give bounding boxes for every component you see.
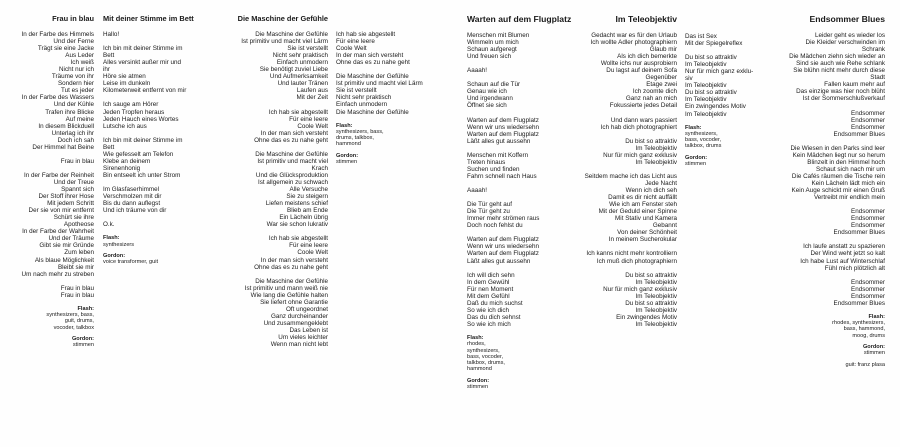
credit-label-flash: Flash: xyxy=(103,235,120,242)
lyric-line: Endsommer Blues xyxy=(833,299,885,307)
lyric-line: Spannt sich xyxy=(61,186,94,194)
lyric-line: Unterlag ich ihr xyxy=(51,129,94,137)
credit-label-flash: Flash: xyxy=(336,122,353,129)
credit-gordon: stimmen xyxy=(863,350,885,357)
lyric-line: Das du dich sehnst xyxy=(467,313,521,321)
lyric-line: Kein Lächeln lädt mich ein xyxy=(811,179,885,187)
lyric-line: Wenn man nicht lebt xyxy=(270,341,328,349)
lyric-line: Aus Leder xyxy=(65,52,94,60)
lyric-line: Hallo! xyxy=(103,31,120,38)
lyrics xyxy=(336,31,446,116)
lyric-line: Ist primitiv und macht viel Lärm xyxy=(241,38,328,46)
lyric-line: Die Cafés räumen die Tische rein xyxy=(791,172,885,180)
lyric-line: Sie ist verstellt xyxy=(287,45,328,53)
lyric-line: Nur für mich ganz exklusiv xyxy=(603,285,677,293)
lyric-line: Endsommer Blues xyxy=(833,130,885,138)
lyric-line: Endsommer xyxy=(851,285,885,293)
lyric-line: Nicht sehr praktisch xyxy=(272,52,328,60)
lyric-line: Im Teleobjektiv xyxy=(685,110,727,118)
lyric-line: Für eine leere xyxy=(336,38,375,46)
lyric-line: Aaaah! xyxy=(467,187,487,195)
lyric-line: Coole Welt xyxy=(297,122,328,130)
lyric-line: Und der Kühle xyxy=(53,101,94,109)
lyric-line: Einfach unmodern xyxy=(336,101,388,109)
lyric-line: Und der Träume xyxy=(48,235,94,243)
lyric-line: Vertreibt mir endlich mein xyxy=(813,194,885,202)
lyric-line: Und ich träume von dir xyxy=(103,207,167,215)
lyric-line: Ich hab sie abgestellt xyxy=(336,31,396,38)
lyric-line: Und dann wars passiert xyxy=(610,116,677,124)
credit-flash: synthesizers xyxy=(103,241,135,248)
credits xyxy=(336,123,446,166)
stanza-gap xyxy=(560,110,677,117)
lyric-line: Als blaue Möglichkeit xyxy=(34,256,94,264)
lyric-line: Ich bin mit deiner Stimme im xyxy=(103,136,183,144)
stanza-gap xyxy=(560,131,677,138)
lyric-line: Jede Nacht xyxy=(645,179,677,187)
stanza-gap xyxy=(560,243,677,250)
song-endsommer-blues xyxy=(760,14,885,368)
lyric-line: Damit es dir nicht auffällt xyxy=(608,194,677,202)
lyric-line: Ist allgemein zu schwach xyxy=(258,178,328,186)
lyric-line: Im Teleobjektiv xyxy=(635,306,677,314)
lyric-line: Im Teleobjektiv xyxy=(635,320,677,328)
lyric-line: Fallen kaum mehr auf xyxy=(824,81,885,89)
lyric-line: Ich kanns nicht mehr kontrolliern xyxy=(586,250,677,258)
lyric-line: Endsommer xyxy=(851,208,885,216)
lyric-line: Immer mehr strömen raus xyxy=(467,215,540,223)
lyric-line: Mit der Spiegelreflex xyxy=(685,40,743,48)
lyric-line: Warten auf dem Flugplatz xyxy=(467,236,539,244)
stanza-gap xyxy=(228,101,328,108)
lyric-line: Die Tür geht zu xyxy=(467,208,510,216)
lyric-line: In der man sich versteht xyxy=(260,129,328,137)
lyric-line: Fühl mich plötzlich alt xyxy=(824,264,885,272)
stanza-gap xyxy=(760,102,885,109)
lyric-line: Die Maschine der Gefühle xyxy=(336,73,409,81)
lyric-line: Suchen und finden xyxy=(467,165,520,173)
lyric-line: Warten auf dem Flugplatz xyxy=(467,130,539,138)
stanza-gap xyxy=(228,144,328,151)
credits xyxy=(467,335,587,390)
lyric-line: Doch noch fehlst du xyxy=(467,222,523,230)
stanza-gap xyxy=(760,138,885,145)
lyric-line: Trägt sie eine Jacke xyxy=(37,45,94,53)
lyric-line: Sondern hier xyxy=(57,80,94,88)
lyric-line: Du bist so attraktiv xyxy=(625,299,677,307)
lyric-line: ihr xyxy=(103,66,110,74)
stanza-gap xyxy=(103,94,223,101)
stanza-gap xyxy=(14,151,94,158)
stanza-gap xyxy=(103,179,223,186)
lyric-line: Mit Stativ und Kamera xyxy=(615,215,677,223)
lyric-line: Der sie von mir entfernt xyxy=(28,207,94,215)
lyric-line: Läßt alles gut aussehn xyxy=(467,137,531,145)
song-title: Mit deiner Stimme im Bett xyxy=(103,14,194,23)
lyric-line: Im Teleobjektiv xyxy=(685,96,727,104)
lyric-line: Du bist so attraktiv xyxy=(625,137,677,145)
lyric-line: Mit dem Gefühl xyxy=(467,292,510,300)
credit-flash: synthesizers, bass, drums, talkbox, hammond xyxy=(336,128,384,148)
lyric-line: Sind sie auch wie Rehe schlank xyxy=(796,60,885,68)
lyric-line: Fahrn schnell nach Haus xyxy=(467,172,537,180)
credit-label-flash: Flash: xyxy=(467,334,484,341)
lyric-line: Daß du mich suchst xyxy=(467,299,523,307)
lyric-line: Leise im dunkeln xyxy=(103,80,151,88)
lyric-line: Stadt xyxy=(870,74,885,82)
credits xyxy=(760,314,885,368)
stanza-gap xyxy=(14,165,94,172)
lyrics xyxy=(760,32,885,307)
lyric-line: Träume von ihr xyxy=(51,73,94,81)
lyric-line: So wie ich mich xyxy=(467,320,511,328)
lyric-line: Zum leben xyxy=(64,249,94,257)
lyric-line: Liefen meistens schief xyxy=(265,200,328,208)
lyric-line: Im Teleobjektiv xyxy=(635,144,677,152)
lyric-line: Endsommer xyxy=(851,116,885,124)
lyric-line: Die Mädchen ziehn sich wieder an xyxy=(789,53,885,61)
lyric-line: Sie liefert ohne Garantie xyxy=(260,298,328,306)
lyric-line: Frau in blau xyxy=(60,157,94,165)
lyric-line: Wenn wir uns wiedersehn xyxy=(467,123,539,131)
lyric-line: Die Maschine der Gefühle xyxy=(255,31,328,38)
lyric-line: Ist primitiv und macht viel xyxy=(257,157,328,165)
lyric-line: Alles versinkt außer mir und xyxy=(103,59,182,67)
lyric-line: Ohne das es zu nahe geht xyxy=(254,263,328,271)
credits xyxy=(103,235,223,265)
lyric-line: Sie ist verstellt xyxy=(336,87,377,95)
lyric-line: Seitdem mache ich das Licht aus xyxy=(584,172,677,180)
stanza-gap xyxy=(760,236,885,243)
lyric-line: Bis du dann auflegst xyxy=(103,200,161,208)
lyric-line: Fokussierte jedes Detail xyxy=(609,102,677,110)
lyric-line: Ich hab sie abgestellt xyxy=(268,235,328,243)
lyrics xyxy=(228,31,328,348)
lyric-line: Krach xyxy=(311,164,328,172)
lyric-line: Gedacht war es für den Urlaub xyxy=(591,32,677,39)
lyric-line: Auf meine xyxy=(65,115,94,123)
lyric-line: In der Farbe des Himmels xyxy=(21,31,94,38)
lyric-line: Für eine leere xyxy=(289,242,328,250)
lyric-line: Ich habe Lust auf Winterschlaf xyxy=(800,257,885,265)
lyric-line: Ist primitiv und macht viel Lärm xyxy=(336,80,423,88)
lyric-line: Einfach unmodern xyxy=(276,59,328,67)
song-im-teleobjektiv xyxy=(560,14,677,328)
lyric-line: Im Teleobjektiv xyxy=(685,82,727,90)
credit-flash: synthesizers, bass, guit, drums, vocoder, talkbox xyxy=(46,312,94,331)
lyric-line: Verschmolzen mit dir xyxy=(103,193,162,201)
lyric-line: Für nen Moment xyxy=(467,285,514,293)
lyric-line: So wie ich dich xyxy=(467,306,509,314)
lyric-line: Wollte ichs nur ausprobiern xyxy=(600,60,677,68)
lyric-line: Kein Mädchen liegt nur so herum xyxy=(792,151,885,159)
lyric-line: Endsommer Blues xyxy=(833,229,885,237)
credit-label-gordon: Gordon: xyxy=(336,152,359,159)
credit-flash: synthesizers, bass, vocoder, talkbox, drums xyxy=(685,130,722,150)
credit-gordon: stimmen xyxy=(685,161,707,168)
lyric-line: Der Wind weht jetzt so kalt xyxy=(810,250,885,258)
song-maschine-continued xyxy=(336,31,446,165)
lyric-line: Um nach mehr zu streben xyxy=(21,270,94,278)
lyric-line: Der Stoff ihrer Hose xyxy=(38,193,94,201)
lyric-line: Nur für mich ganz exklu- xyxy=(685,68,754,76)
lyric-line: Im Glasfaserhimmel xyxy=(103,186,159,194)
stanza-gap xyxy=(103,214,223,221)
lyric-line: Um vieles leichter xyxy=(278,334,328,342)
lyric-line: Doch ich sah xyxy=(57,136,94,144)
lyric-line: Und zusammengeklebt xyxy=(263,319,328,327)
lyric-line: Du bist so attraktiv xyxy=(685,54,737,62)
lyric-line: Ich weiß xyxy=(70,59,94,67)
lyric-line: Frau in blau xyxy=(60,291,94,299)
lyric-line: Endsommer xyxy=(851,109,885,117)
lyric-line: Ich hab sie abgestellt xyxy=(268,108,328,116)
stanza-gap xyxy=(228,271,328,278)
lyric-line: Leider geht es wieder los xyxy=(814,32,885,39)
song-maschine-der-gefuehle xyxy=(228,14,328,348)
lyrics xyxy=(14,31,94,299)
lyric-line: Die Wiesen in den Parks sind leer xyxy=(790,144,885,152)
credit-label-flash: Flash: xyxy=(868,313,885,320)
lyric-line: In diesem Blickduell xyxy=(38,122,94,130)
lyric-line: Blieb am Ende xyxy=(287,207,328,215)
lyric-line: Das Leben ist xyxy=(289,326,328,334)
lyric-line: Nicht sehr praktisch xyxy=(336,94,392,102)
credit-flash: rhodes, synthesizers, bass, hammond, moog, drums xyxy=(832,320,885,339)
song-title: Im Teleobjektiv xyxy=(615,14,677,24)
lyric-line: Du bist so attraktiv xyxy=(685,89,737,97)
lyric-line: Gibt sie mir Gründe xyxy=(39,242,94,250)
lyric-line: Ohne das es zu nahe geht xyxy=(254,136,328,144)
lyric-line: Wie lang die Gefühle halten xyxy=(250,291,328,299)
lyric-line: Und der Ferne xyxy=(53,38,94,46)
song-title: Warten auf dem Flugplatz xyxy=(467,14,572,24)
song-frau-in-blau xyxy=(14,14,94,349)
lyric-line: Sirenenhonig xyxy=(103,164,141,172)
lyric-line: Warten auf dem Flugplatz xyxy=(467,116,539,124)
lyric-line: Ein zwingendes Motiv xyxy=(616,313,677,321)
credit-gordon: stimmen xyxy=(72,342,94,349)
credit-flash: rhodes, synthesizers, bass, vocoder, talkbox, drums, hammond xyxy=(467,341,505,373)
lyric-line: Du bist so attraktiv xyxy=(625,271,677,279)
lyric-line: Coole Welt xyxy=(297,249,328,257)
lyric-line: Sie benötigt zuviel Liebe xyxy=(259,66,328,74)
credits xyxy=(14,306,94,349)
lyric-line: Jeden Tropfen heraus xyxy=(103,108,165,116)
lyric-line: Blinzelt in den Himmel hoch xyxy=(807,158,885,166)
lyric-line: Die Maschine der Gefühle xyxy=(255,150,328,158)
lyric-line: Ich hab dich photographiert xyxy=(600,123,677,131)
lyric-line: Ich laufe anstatt zu spazieren xyxy=(803,243,885,251)
lyric-line: Wie ich am Fenster steh xyxy=(609,201,677,209)
lyric-line: Warten auf dem Flugplatz xyxy=(467,250,539,258)
lyric-line: In der Farbe der Reinheit xyxy=(23,171,94,179)
lyric-line: Frau in blau xyxy=(60,284,94,292)
lyric-line: Öffnet sie sich xyxy=(467,102,507,110)
lyric-line: Wenn wir uns wiedersehn xyxy=(467,243,539,251)
credit-label-flash: Flash: xyxy=(685,124,702,131)
lyric-line: Als ich dich bemerkte xyxy=(617,53,677,61)
lyric-line: Kein Auge schickt mir einen Gruß xyxy=(791,187,885,195)
lyric-line: War sie schon lukrativ xyxy=(266,221,328,229)
lyric-line: Schrank xyxy=(861,46,885,54)
lyric-line: Der Himmel hat Beine xyxy=(32,143,94,151)
lyric-line: Höre sie atmen xyxy=(103,73,146,81)
lyric-line: Mit der Zeit xyxy=(296,94,328,102)
credit-label-gordon: Gordon: xyxy=(103,252,126,259)
stanza-gap xyxy=(14,278,94,285)
credit-gordon: stimmen xyxy=(336,159,358,166)
credit-label-gordon: Gordon: xyxy=(71,335,94,342)
lyric-line: Nur für mich ganz exklusiv xyxy=(603,151,677,159)
lyric-line: In der man sich versteht xyxy=(260,256,328,264)
stanza-gap xyxy=(103,38,223,45)
lyric-line: Wie gefesselt am Telefon xyxy=(103,150,174,158)
lyric-line: Bett xyxy=(103,143,115,151)
lyric-line: Klebe an deinem xyxy=(103,157,151,165)
lyric-line: Du lagst auf deinem Sofa xyxy=(606,67,677,75)
lyric-line: Coole Welt xyxy=(336,45,367,53)
song-title: Frau in blau xyxy=(52,14,94,23)
lyric-line: Schürt sie ihre xyxy=(53,214,94,222)
lyric-line: Trafen ihre Blicke xyxy=(45,108,94,116)
lyric-line: Menschen mit Blumen xyxy=(467,32,530,39)
lyric-line: Das ist Sex xyxy=(685,33,717,40)
credit-label-flash: Flash: xyxy=(77,305,94,312)
lyric-line: Alle Versuche xyxy=(289,186,328,194)
lyric-line: Apotheose xyxy=(63,221,94,229)
lyric-line: Ich sauge am Hörer xyxy=(103,101,159,109)
lyric-line: Im Teleobjektiv xyxy=(635,278,677,286)
lyric-line: Endsommer xyxy=(851,215,885,223)
lyric-line: Und lauter Tränen xyxy=(277,80,328,88)
lyric-line: Jeden Hauch eines Wortes xyxy=(103,115,179,123)
lyric-line: Ein Lächeln übrig xyxy=(279,214,328,222)
lyric-line: Und irgendwann xyxy=(467,95,513,103)
lyric-line: Die Tür geht auf xyxy=(467,201,513,209)
stanza-gap xyxy=(760,272,885,279)
lyric-line: Wenn ich dich seh xyxy=(625,187,677,195)
lyric-line: Die Maschine der Gefühle xyxy=(336,108,409,116)
lyric-line: Bett xyxy=(103,52,115,60)
song-title: Die Maschine der Gefühle xyxy=(237,14,328,23)
lyric-line: Schaut sich nach mir um xyxy=(816,165,885,173)
credit-gordon: voice transformer, guit xyxy=(103,259,159,266)
lyric-line: Ohne das es zu nahe geht xyxy=(336,59,410,67)
lyric-line: Schaun aufgeregt xyxy=(467,46,517,54)
lyric-line: Ganz nah an mich xyxy=(625,95,677,103)
lyric-line: Die Kleider verschwinden im xyxy=(805,39,885,47)
lyric-line: Endsommer xyxy=(851,123,885,131)
lyric-line: In dem Gewühl xyxy=(467,278,510,286)
lyric-line: siv xyxy=(685,75,693,83)
lyric-line: Wimmeln um mich xyxy=(467,39,519,47)
lyrics xyxy=(103,31,223,228)
lyric-line: Ich bin mit deiner Stimme im xyxy=(103,45,183,53)
lyric-line: Gegenüber xyxy=(645,74,677,82)
lyric-line: O.k. xyxy=(103,221,115,229)
lyric-line: Ist primitiv und mann weiß nie xyxy=(244,284,328,292)
credit-gordon: stimmen xyxy=(467,384,489,391)
lyric-line: Im Teleobjektiv xyxy=(635,292,677,300)
lyric-line: Und freuen sich xyxy=(467,53,512,61)
lyric-line: Im Teleobjektiv xyxy=(635,158,677,166)
lyric-line: Endsommer xyxy=(851,292,885,300)
lyric-line: Ich wollte Adler photographiern xyxy=(590,39,677,47)
lyric-line: Ist der Sommerschlußverkauf xyxy=(802,95,885,103)
stanza-gap xyxy=(228,228,328,235)
lyric-line: Ich zoomte dich xyxy=(632,88,677,96)
lyric-line: Aaaah! xyxy=(467,67,487,75)
lyric-line: In der Farbe des Wassers xyxy=(21,94,94,102)
lyric-line: Ich muß dich photographiern xyxy=(596,257,677,265)
lyric-line: Ganz durcheinander xyxy=(270,312,328,320)
lyric-line: Die Maschine der Gefühle xyxy=(255,277,328,285)
credit-label-gordon: Gordon: xyxy=(467,377,490,384)
lyric-line: Endsommer xyxy=(851,278,885,286)
lyric-line: Bin entseelt ich unter Strom xyxy=(103,171,181,179)
lyric-line: Oft ungeordnet xyxy=(285,305,328,313)
lyric-line: Das einzige was hier noch blüht xyxy=(796,88,885,96)
lyric-line: In der man sich versteht xyxy=(336,52,404,60)
lyric-line: Und der Treue xyxy=(53,178,94,186)
lyric-line: Lutsche ich aus xyxy=(103,122,147,130)
credit-label-gordon: Gordon: xyxy=(685,154,708,161)
credit-extra: guit: franz plasa xyxy=(845,361,885,368)
lyric-line: Von deiner Schönheit xyxy=(617,229,677,237)
song-title: Endsommer Blues xyxy=(809,14,885,24)
lyric-line: Sie zu steigern xyxy=(286,193,328,201)
lyric-line: Und Aufmerksamkeit xyxy=(269,73,328,81)
lyric-line: Menschen mit Koffern xyxy=(467,151,529,159)
lyric-line: Mit jedem Schritt xyxy=(47,200,94,208)
lyric-line: Kilometerweit entfernt von mir xyxy=(103,87,187,95)
lyric-line: Glaub mir xyxy=(649,46,677,54)
lyric-line: Ein zwingendes Motiv xyxy=(685,103,746,111)
lyric-line: Schaun auf die Tür xyxy=(467,81,521,89)
lyric-line: Läßt alles gut aussehn xyxy=(467,257,531,265)
stanza-gap xyxy=(560,265,677,272)
lyric-line: Bleibt sie mir xyxy=(57,263,94,271)
lyric-line: Mit der Geduld einer Spinne xyxy=(598,208,677,216)
lyric-line: Nicht nur ich xyxy=(59,66,94,74)
lyric-line: Endsommer xyxy=(851,222,885,230)
lyric-line: Laufen aus xyxy=(296,87,328,95)
lyric-line: Und die Glücksproduktion xyxy=(255,171,328,179)
lyrics xyxy=(560,32,677,328)
stanza-gap xyxy=(560,166,677,173)
lyric-line: Sie blühn nicht mehr durch diese xyxy=(793,67,885,75)
lyric-line: In der Farbe der Wahrheit xyxy=(22,228,94,236)
stanza-gap xyxy=(103,130,223,137)
lyric-line: Etage zwei xyxy=(646,81,677,89)
lyric-line: Für eine leere xyxy=(289,115,328,123)
stanza-gap xyxy=(336,66,446,73)
stanza-gap xyxy=(760,201,885,208)
lyric-line: Tut es jeder xyxy=(60,87,94,95)
lyric-line: Treten hinaus xyxy=(467,158,506,166)
lyric-line: Ich will dich sehn xyxy=(467,271,515,279)
credit-label-gordon: Gordon: xyxy=(862,344,885,351)
song-mit-deiner-stimme xyxy=(103,14,223,266)
lyric-line: Im Teleobjektiv xyxy=(685,61,727,69)
lyric-line: Gebannt xyxy=(652,222,677,230)
lyric-line: In meinem Sucherokular xyxy=(608,236,677,244)
lyric-line: Genau wie ich xyxy=(467,88,507,96)
